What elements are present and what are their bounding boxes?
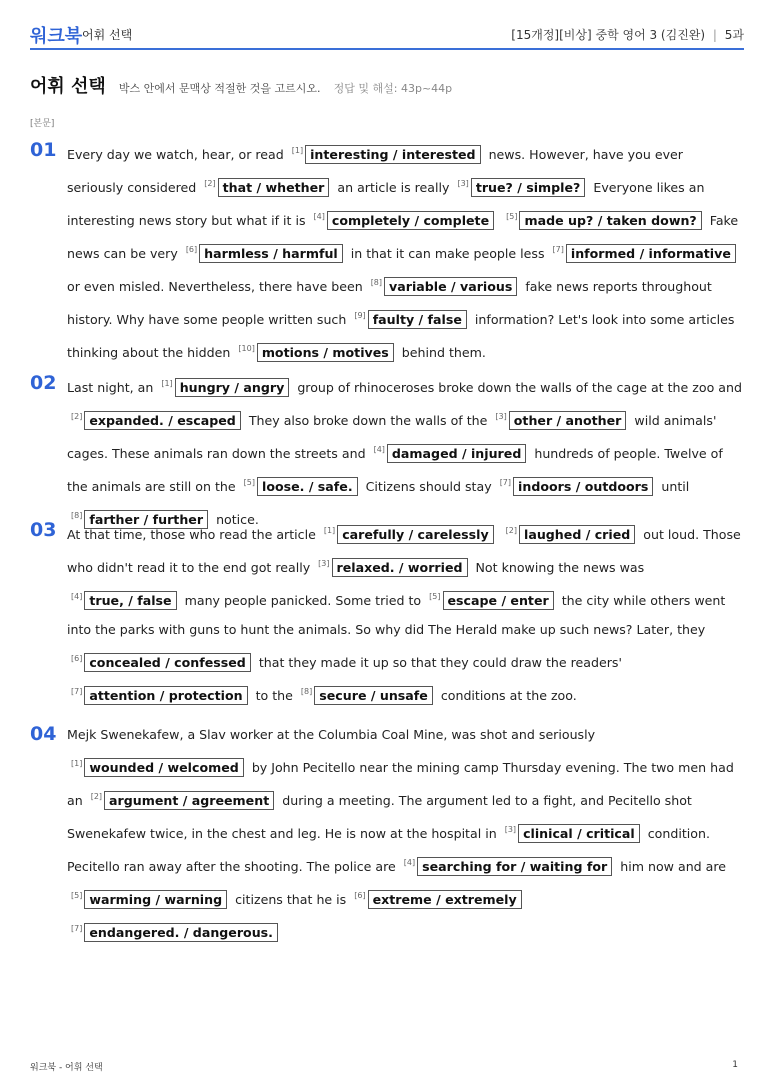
blank-number: [9] <box>354 311 366 320</box>
blank-number: [8] <box>300 687 313 696</box>
passage-text-segment: in that it can make people less <box>350 246 549 261</box>
choice-box[interactable]: completely / complete <box>327 211 494 230</box>
choice-box[interactable]: faulty / false <box>368 310 467 329</box>
blank-number: [1] <box>323 526 336 535</box>
passage-text-segment: behind them. <box>401 345 486 360</box>
choice-blank <box>549 246 740 261</box>
body-label: [본문] <box>30 119 55 129</box>
blank-number: [4] <box>71 592 83 601</box>
blank-number: [6] <box>71 654 83 663</box>
choice-box[interactable]: attention / protection <box>84 686 247 705</box>
choice-box[interactable]: variable / various <box>384 277 517 296</box>
page-title: 어휘 선택 <box>30 76 106 97</box>
blank-number: [1] <box>71 759 83 768</box>
choice-blank <box>67 593 181 608</box>
choice-box[interactable]: true, / false <box>84 591 176 610</box>
section-number: 03 <box>30 519 57 541</box>
choice-box[interactable]: secure / unsafe <box>314 686 433 705</box>
choice-blank <box>370 446 531 461</box>
passage-text <box>67 369 742 534</box>
passage-text-segment: Every day we watch, hear, or read <box>67 147 288 162</box>
choice-box[interactable]: argument / agreement <box>104 791 274 810</box>
brand-title: 워크북 <box>30 26 83 47</box>
choice-blank <box>496 479 658 494</box>
choice-box[interactable]: other / another <box>509 411 627 430</box>
choice-blank <box>501 826 644 841</box>
blank-number: [4] <box>313 212 325 221</box>
passage-text-segment: They also broke down the walls of the <box>248 413 492 428</box>
passage-text <box>67 516 742 710</box>
blank-number: [3] <box>457 179 469 188</box>
choice-box[interactable]: made up? / taken down? <box>519 211 701 230</box>
passage-text-segment: news. However, have you ever seriously considered <box>67 147 683 195</box>
footer-title: 워크북 - 어휘 선택 <box>30 1063 103 1073</box>
blank-number: [10] <box>238 344 255 353</box>
section-number: 02 <box>30 372 57 394</box>
blank-number: [8] <box>71 511 83 520</box>
blank-number: [3] <box>504 825 517 834</box>
choice-blank <box>367 279 522 294</box>
section-number: 04 <box>30 723 57 745</box>
choice-blank <box>350 312 471 327</box>
blank-number: [7] <box>499 478 512 487</box>
passage-text <box>67 720 742 947</box>
choice-box[interactable]: searching for / waiting for <box>417 857 612 876</box>
blank-number: [8] <box>370 278 383 287</box>
choice-blank <box>67 655 255 670</box>
passage-text-segment: during a meeting. The argument led to a fight, and Pecitello shot Swenekafew twice, in the chest and leg. He is now at the hospital in <box>67 793 692 841</box>
passage-text-segment: hundreds of people. Twelve of the animals are still on the <box>67 446 723 494</box>
choice-box[interactable]: farther / further <box>84 510 208 529</box>
choice-box[interactable]: loose. / safe. <box>257 477 358 496</box>
passage-text-segment: information? Let's look into some articles thinking about the hidden <box>67 312 735 360</box>
passage-text-segment: wild animals' cages. These animals ran down the streets and <box>67 413 717 461</box>
choice-box[interactable]: true? / simple? <box>471 178 586 197</box>
choice-blank <box>453 180 589 195</box>
choice-box[interactable]: carefully / carelessly <box>337 525 493 544</box>
page-number: 1 <box>732 1060 738 1070</box>
blank-number: [3] <box>495 412 507 421</box>
choice-blank <box>234 345 397 360</box>
passage-text-segment: Mejk Swenekafew, a Slav worker at the Columbia Coal Mine, was shot and seriously <box>67 727 596 742</box>
choice-box[interactable]: wounded / welcomed <box>84 758 243 777</box>
choice-blank <box>87 793 279 808</box>
choice-blank <box>67 892 231 907</box>
choice-box[interactable]: endangered. / dangerous. <box>84 923 278 942</box>
blank-number: [6] <box>185 245 198 254</box>
blank-number: [7] <box>552 245 564 254</box>
choice-blank <box>157 380 293 395</box>
passage-text <box>67 136 742 367</box>
blank-number: [5] <box>243 478 255 487</box>
passage-text-segment: Fake news can be very <box>67 213 739 261</box>
passage-text-segment: conditions at the zoo. <box>440 688 577 703</box>
instruction-text: 박스 안에서 문맥상 적절한 것을 고르시오. <box>118 82 321 95</box>
passage-text-segment: many people panicked. Some tried to <box>184 593 426 608</box>
blank-number: [1] <box>161 379 173 388</box>
blank-number: [2] <box>90 792 103 801</box>
choice-box[interactable]: indoors / outdoors <box>513 477 653 496</box>
choice-blank <box>67 688 252 703</box>
passage-text-segment: citizens that he is <box>235 892 351 907</box>
blank-number: [2] <box>505 526 518 535</box>
blank-number: [7] <box>71 924 83 933</box>
passage-text-segment: notice. <box>216 512 259 527</box>
choice-blank <box>67 760 248 775</box>
blank-number: [2] <box>71 412 83 421</box>
passage-text-segment: out loud. Those who didn't read it to the end got really <box>67 527 741 575</box>
passage-text-segment: until <box>661 479 690 494</box>
passage-text-segment: the city while others went into the parks with guns to hunt the animals. So why did The Herald make up such news? Later, they <box>67 593 726 637</box>
passage-text-segment: to the <box>255 688 297 703</box>
choice-box[interactable]: expanded. / escaped <box>84 411 240 430</box>
choice-blank <box>182 246 347 261</box>
passage-text-segment: Not knowing the news was <box>475 560 645 575</box>
passage-text-segment: or even misled. Nevertheless, there have been <box>67 279 367 294</box>
choice-box[interactable]: hungry / angry <box>175 378 290 397</box>
choice-blank <box>240 479 362 494</box>
title-row <box>30 72 730 98</box>
passage-text-segment: that they made it up so that they could draw the readers' <box>258 655 622 670</box>
choice-box[interactable]: clinical / critical <box>518 824 640 843</box>
choice-blank <box>491 413 630 428</box>
passage-text-segment: condition. Pecitello ran away after the shooting. The police are <box>67 826 710 874</box>
choice-box[interactable]: harmless / harmful <box>199 244 343 263</box>
choice-box[interactable]: warming / warning <box>84 890 227 909</box>
choice-blank <box>310 213 499 228</box>
passage-text-segment: Citizens should stay <box>365 479 496 494</box>
passage-text-segment: group of rhinoceroses broke down the walls of the cage at the zoo and <box>297 380 742 395</box>
passage-text-segment: Last night, an <box>67 380 158 395</box>
choice-box[interactable]: escape / enter <box>443 591 554 610</box>
choice-blank <box>297 688 437 703</box>
passage-text-segment: Everyone likes an interesting news story but what if it is <box>67 180 705 228</box>
blank-number: [5] <box>71 891 83 900</box>
choice-blank <box>200 180 333 195</box>
choice-box[interactable]: relaxed. / worried <box>332 558 468 577</box>
header-separator: | <box>712 28 717 42</box>
answer-reference: 정답 및 해설: 43p~44p <box>333 82 453 95</box>
passage-text-segment: an article is really <box>337 180 454 195</box>
choice-blank <box>320 527 498 542</box>
blank-number: [5] <box>429 592 441 601</box>
blank-number: [2] <box>204 179 216 188</box>
blank-number: [1] <box>291 146 304 155</box>
brand-subtitle: 어휘 선택 <box>82 28 133 42</box>
blank-number: [5] <box>506 212 518 221</box>
blank-number: [6] <box>354 891 366 900</box>
choice-blank <box>502 527 640 542</box>
choice-box[interactable]: motions / motives <box>257 343 394 362</box>
blank-number: [7] <box>71 687 83 696</box>
choice-blank <box>400 859 616 874</box>
blank-number: [3] <box>318 559 330 568</box>
section-number: 01 <box>30 139 57 161</box>
choice-box[interactable]: interesting / interested <box>305 145 480 164</box>
choice-blank <box>350 892 525 907</box>
choice-blank <box>288 147 485 162</box>
choice-box[interactable]: that / whether <box>218 178 330 197</box>
blank-number: [4] <box>373 445 385 454</box>
choice-blank <box>314 560 471 575</box>
choice-box[interactable]: laughed / cried <box>519 525 635 544</box>
passage-text-segment: fake news reports throughout history. Why have some people written such <box>67 279 712 327</box>
passage-text-segment: him now and are <box>620 859 727 874</box>
page-header <box>30 22 744 50</box>
lesson-label: 5과 <box>724 28 744 42</box>
choice-box[interactable]: damaged / injured <box>387 444 526 463</box>
passage-text-segment: by John Pecitello near the mining camp Thursday evening. The two men had an <box>67 760 734 808</box>
choice-blank <box>67 413 245 428</box>
blank-number: [4] <box>403 858 416 867</box>
passage-text-segment: At that time, those who read the article <box>67 527 320 542</box>
choice-box[interactable]: informed / informative <box>566 244 736 263</box>
course-name: [15개정][비상] 중학 영어 3 (김진완) <box>511 28 706 42</box>
choice-box[interactable]: extreme / extremely <box>368 890 522 909</box>
course-info <box>511 26 744 43</box>
choice-blank <box>67 925 282 940</box>
choice-blank <box>425 593 558 608</box>
choice-box[interactable]: concealed / confessed <box>84 653 250 672</box>
choice-blank <box>502 213 706 228</box>
